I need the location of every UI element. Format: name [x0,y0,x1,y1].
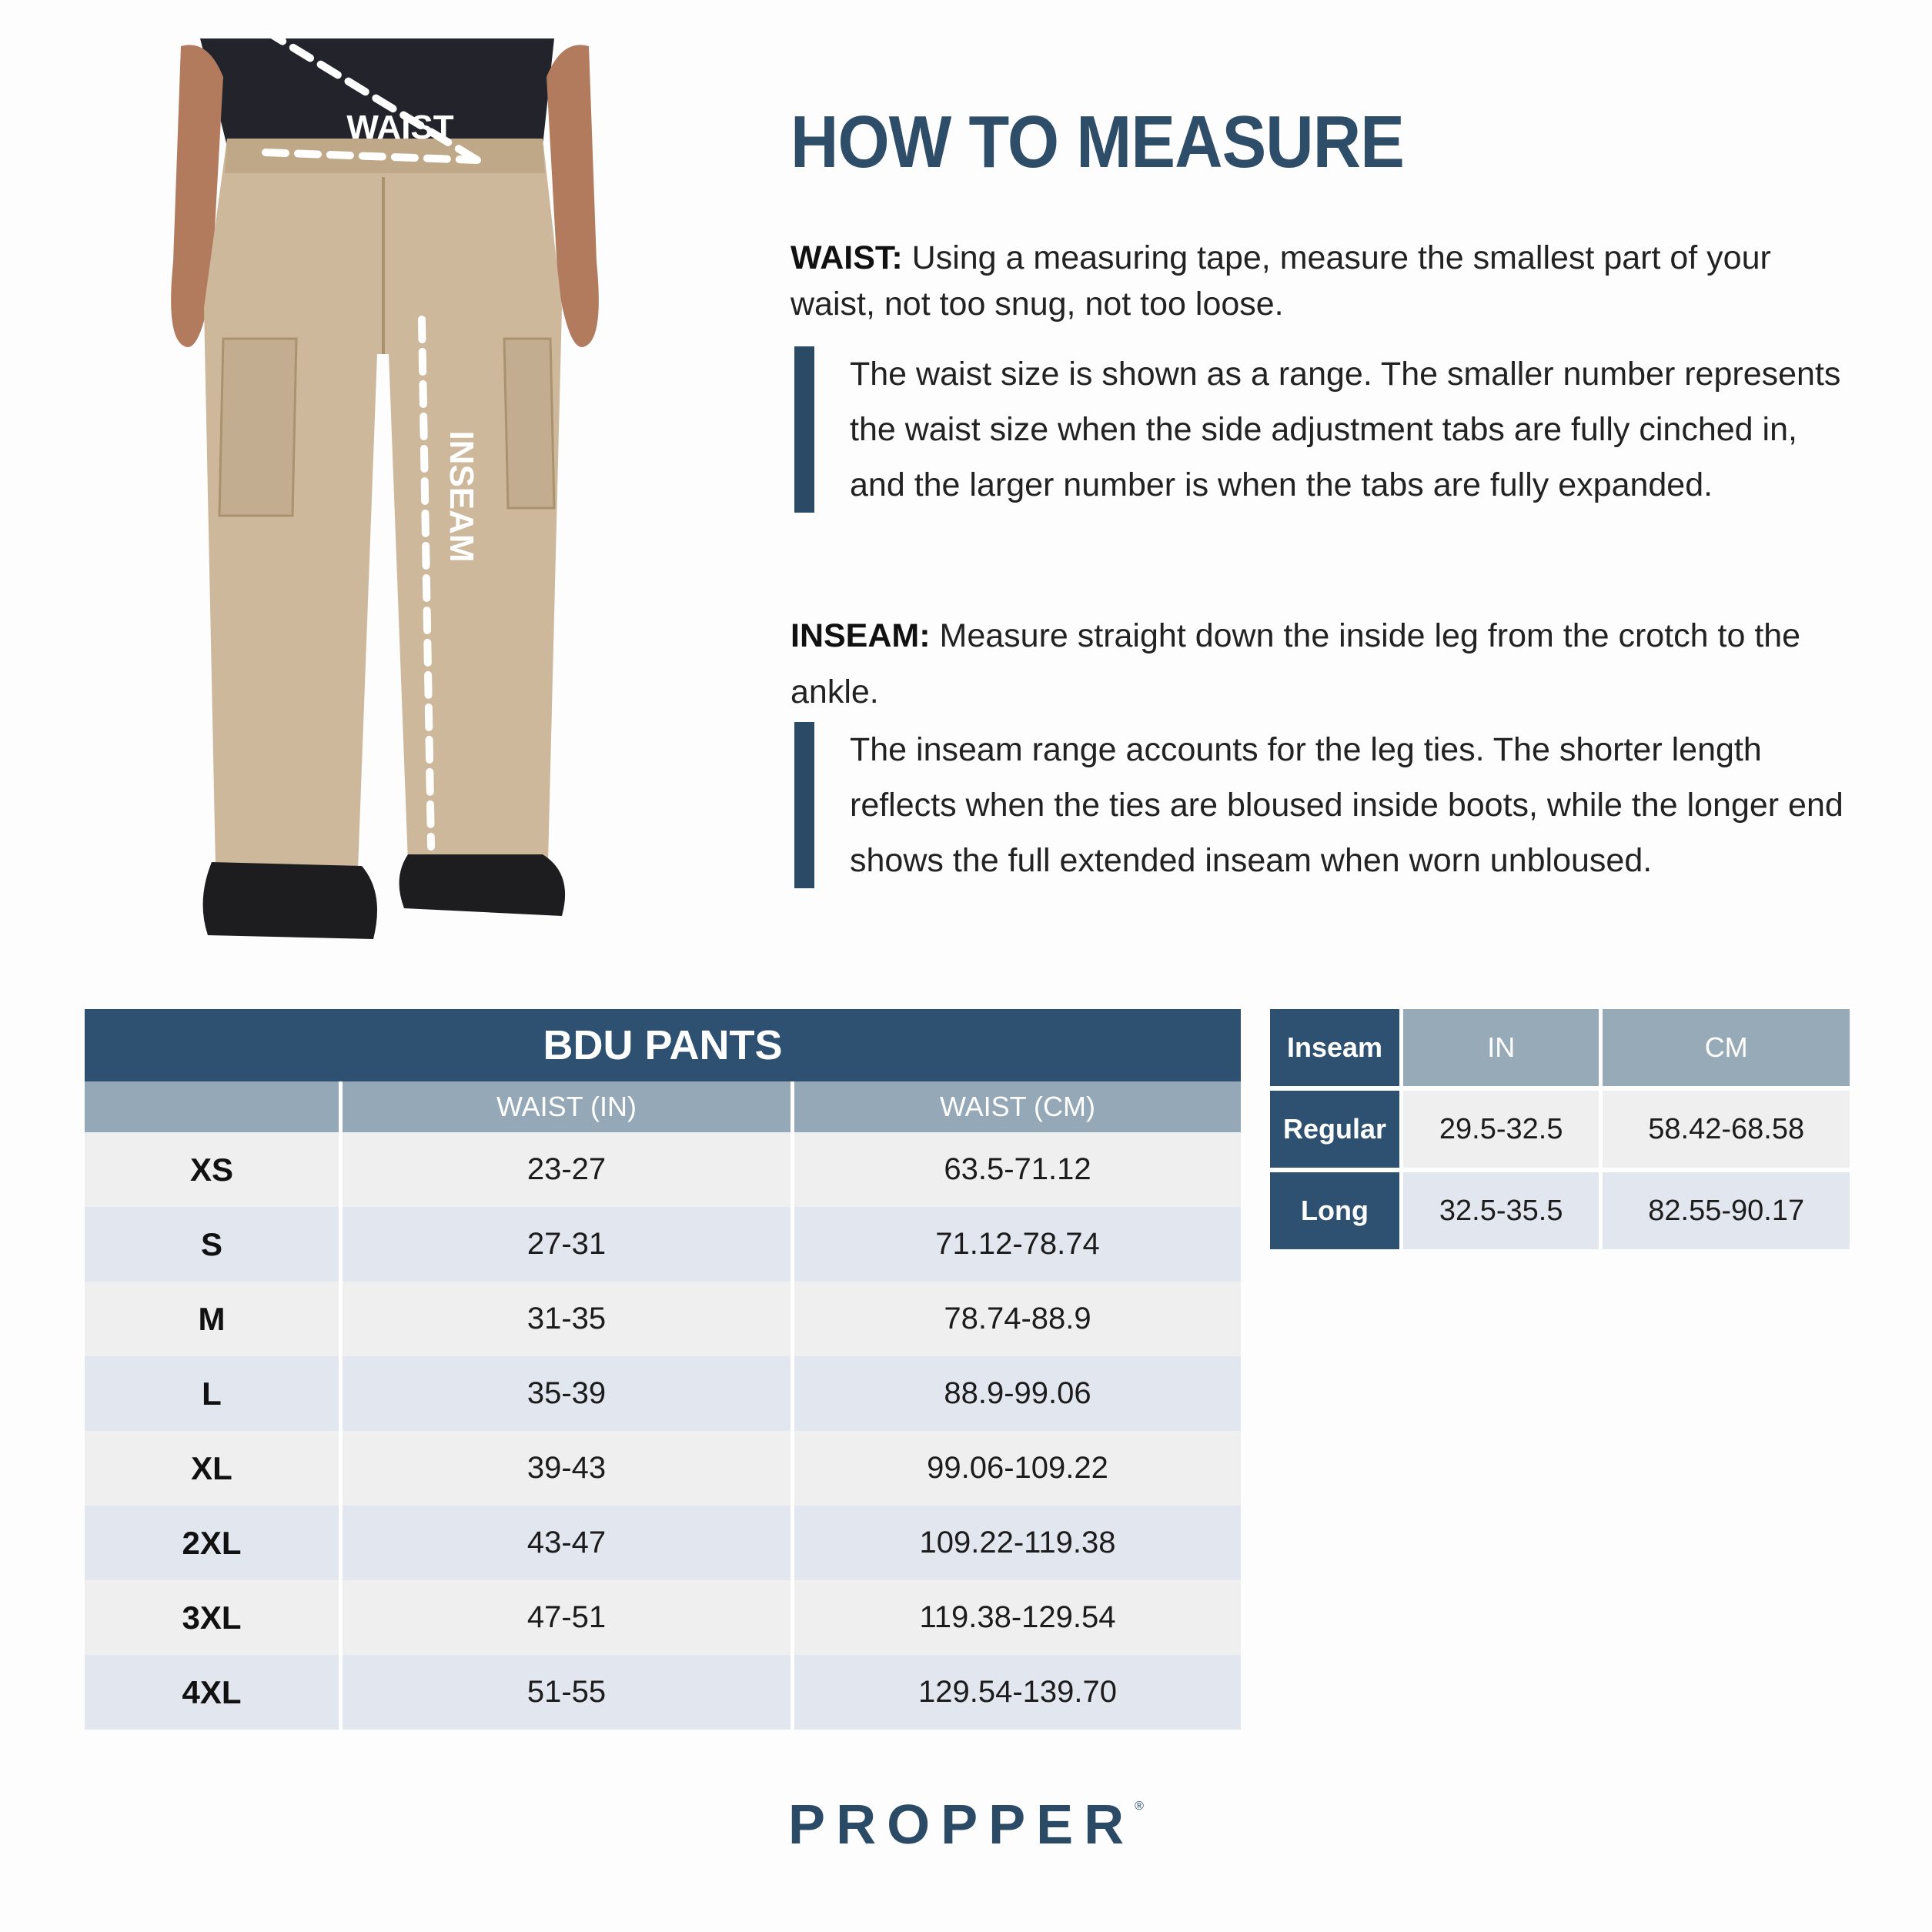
table-row [85,1356,1241,1431]
size-cell: S [85,1207,343,1282]
inseam-header-in: IN [1399,1009,1599,1086]
waist-cm-cell: 63.5-71.12 [794,1132,1241,1207]
section-title: HOW TO MEASURE [791,101,1405,183]
inseam-text: Measure straight down the inside leg from the crotch to the ankle. [791,617,1801,710]
waist-cm-cell: 119.38-129.54 [794,1580,1241,1655]
waist-term: WAIST: [791,239,903,276]
inseam-row-label: Long [1270,1168,1399,1249]
inseam-row-label: Regular [1270,1086,1399,1168]
table-row [1270,1168,1850,1249]
inseam-cm-cell: 82.55-90.17 [1599,1168,1850,1249]
table-row [85,1207,1241,1282]
waist-in-cell: 27-31 [343,1207,794,1282]
waist-instruction [791,235,1853,327]
waist-note [794,346,1850,513]
waist-cm-cell: 109.22-119.38 [794,1506,1241,1580]
waist-in-cell: 43-47 [343,1506,794,1580]
registered-mark: ® [1135,1800,1144,1813]
waist-cm-cell: 71.12-78.74 [794,1207,1241,1282]
inseam-cm-cell: 58.42-68.58 [1599,1086,1850,1168]
waist-text: Using a measuring tape, measure the smallest part of your waist, not too snug, not too loose. [791,239,1771,323]
size-cell: 4XL [85,1655,343,1730]
column-header-waist-cm: WAIST (CM) [794,1081,1241,1132]
brand-name: PROPPER [788,1794,1135,1856]
size-cell: 2XL [85,1506,343,1580]
how-to-measure-section [791,100,1853,879]
table-row [85,1580,1241,1655]
size-cell: XS [85,1132,343,1207]
pants-figure [154,31,616,954]
table-row [85,1655,1241,1730]
inseam-table [1270,1009,1850,1249]
table-row [85,1506,1241,1580]
table-row [1270,1086,1850,1168]
bdu-size-table [85,1009,1241,1730]
brand-logo [0,1793,1932,1857]
waist-in-cell: 51-55 [343,1655,794,1730]
waist-cm-cell: 88.9-99.06 [794,1356,1241,1431]
column-header-size [85,1081,343,1132]
table-row [85,1282,1241,1356]
waist-in-cell: 47-51 [343,1580,794,1655]
waist-in-cell: 39-43 [343,1431,794,1506]
inseam-header-cm: CM [1599,1009,1850,1086]
waist-cm-cell: 78.74-88.9 [794,1282,1241,1356]
inseam-label: INSEAM [443,430,480,563]
inseam-in-cell: 29.5-32.5 [1399,1086,1599,1168]
table-row [85,1431,1241,1506]
inseam-note-text: The inseam range accounts for the leg ties. The shorter length reflects when the ties are bloused inside boots, while the longer end shows the full extended inseam when worn unbloused. [850,731,1843,879]
size-cell: M [85,1282,343,1356]
inseam-term: INSEAM: [791,617,931,654]
column-header-waist-in: WAIST (IN) [343,1081,794,1132]
waist-in-cell: 31-35 [343,1282,794,1356]
waist-cm-cell: 99.06-109.22 [794,1431,1241,1506]
table-title: BDU PANTS [85,1009,1241,1081]
waist-note-text: The waist size is shown as a range. The smaller number represents the waist size when the side adjustment tabs are fully cinched in, and the larger number is when the tabs are fully expanded. [850,356,1841,503]
waist-cm-cell: 129.54-139.70 [794,1655,1241,1730]
size-cell: L [85,1356,343,1431]
inseam-header-label: Inseam [1270,1009,1399,1086]
waist-label: WAIST [346,109,454,146]
pants-illustration [154,31,616,954]
size-cell: 3XL [85,1580,343,1655]
inseam-note [794,722,1850,888]
inseam-instruction [791,608,1814,720]
table-row [85,1132,1241,1207]
waist-in-cell: 35-39 [343,1356,794,1431]
inseam-in-cell: 32.5-35.5 [1399,1168,1599,1249]
waist-in-cell: 23-27 [343,1132,794,1207]
size-cell: XL [85,1431,343,1506]
